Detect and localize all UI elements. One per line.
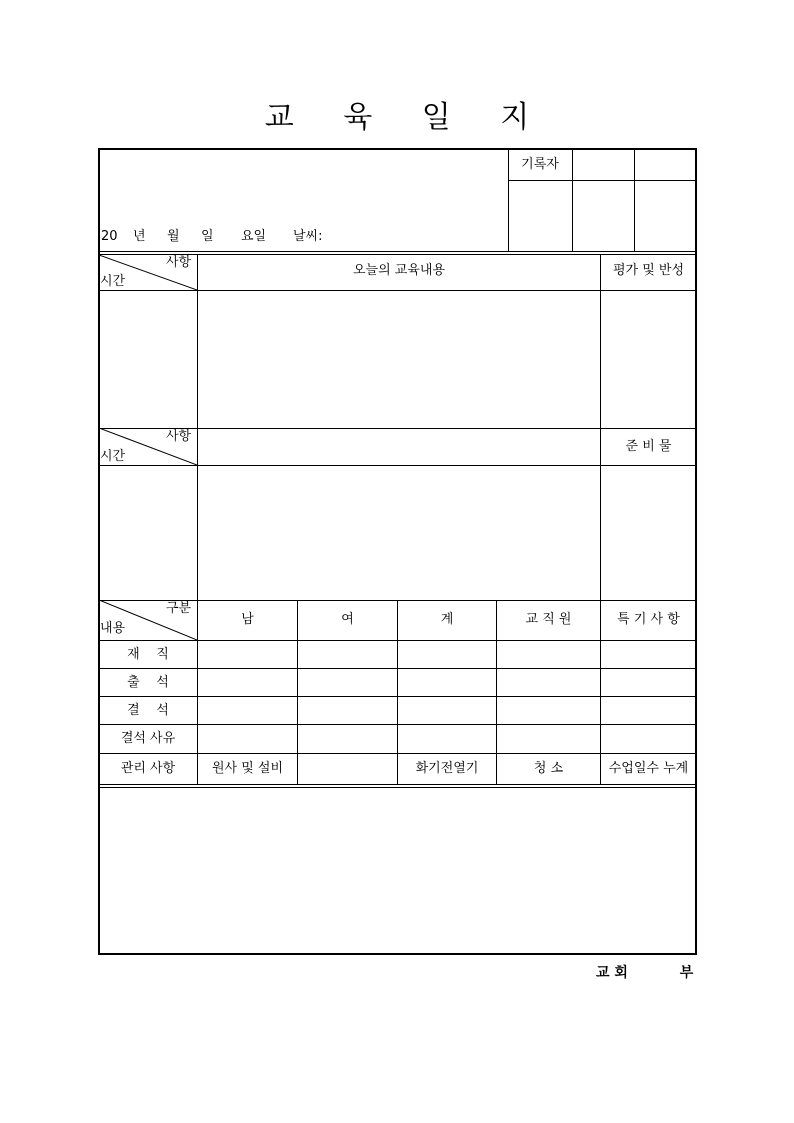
signature-box-1[interactable]: [510, 182, 571, 250]
lessons-evaluation-header: 평가 및 반성: [612, 263, 685, 278]
attendance-row-line-4: [99, 724, 696, 725]
date-day-label: 일: [201, 229, 214, 244]
materials-list-cell[interactable]: [602, 467, 696, 599]
date-month-label: 월: [167, 229, 180, 244]
materials-content-cell[interactable]: [199, 467, 599, 599]
date-year-prefix: 20: [101, 229, 118, 244]
recorder-label: 기록자: [521, 157, 559, 172]
recorder-extra-field[interactable]: [635, 150, 695, 179]
header-double-line-1: [99, 251, 696, 252]
materials-corner-bottom: 시간: [100, 449, 126, 464]
date-weekday-label: 요일: [241, 229, 267, 244]
lessons-header-line: [99, 290, 696, 291]
row-absence-reason: 결석 사유: [120, 731, 176, 746]
materials-header-line: [99, 465, 696, 466]
lessons-time-cell[interactable]: [99, 292, 196, 427]
signature-row-divider: [508, 180, 696, 181]
row-management: 관리 사항: [120, 761, 176, 776]
row-enrolled: 재 직: [127, 647, 169, 662]
management-heaters: 화기전열기: [415, 761, 479, 776]
signature-box-3[interactable]: [635, 182, 695, 250]
column-staff: 교 직 원: [525, 612, 572, 627]
footer-org-part1: 교 회: [596, 965, 628, 981]
date-year-label: 년: [133, 229, 146, 244]
attendance-row-line-2: [99, 668, 696, 669]
management-class-days: 수업일수 누계: [608, 761, 689, 776]
notes-area[interactable]: [99, 789, 696, 953]
column-female: 여: [341, 612, 354, 627]
row-absent: 결 석: [127, 703, 169, 718]
lessons-corner-top: 사항: [166, 255, 192, 270]
footer-org: [596, 962, 693, 982]
lessons-content-cell[interactable]: [199, 292, 599, 427]
attendance-row-line-1: [99, 640, 696, 641]
management-facilities: 원사 및 설비: [211, 761, 284, 776]
date-weather-label: 날씨:: [293, 229, 323, 244]
column-male: 남: [241, 612, 254, 627]
column-total: 계: [440, 612, 454, 627]
attendance-row-line-3: [99, 696, 696, 697]
attendance-double-line-2: [99, 787, 696, 788]
attendance-corner-top: 구분: [166, 601, 192, 616]
attendance-row-line-5: [99, 753, 696, 754]
attendance-double-line-1: [99, 784, 696, 785]
materials-corner-top: 사항: [166, 429, 192, 444]
lessons-content-header: 오늘의 교육내용: [352, 263, 446, 278]
lessons-corner-bottom: 시간: [100, 274, 126, 289]
attendance-corner-bottom: 내용: [100, 621, 126, 636]
materials-subject-cell[interactable]: [199, 430, 599, 464]
signature-box-2[interactable]: [573, 182, 633, 250]
page-title: 교 육 일 지: [264, 100, 550, 135]
row-present: 출 석: [127, 675, 169, 690]
materials-header: 준 비 물: [625, 439, 672, 454]
recorder-name-field[interactable]: [573, 150, 633, 179]
lessons-evaluation-cell[interactable]: [602, 292, 696, 427]
management-facilities-value[interactable]: [299, 755, 396, 783]
management-cleaning: 청 소: [533, 761, 564, 776]
column-remarks: 특 기 사 항: [617, 612, 680, 627]
materials-time-cell[interactable]: [99, 467, 196, 599]
footer-org-part2: 부: [679, 965, 694, 981]
